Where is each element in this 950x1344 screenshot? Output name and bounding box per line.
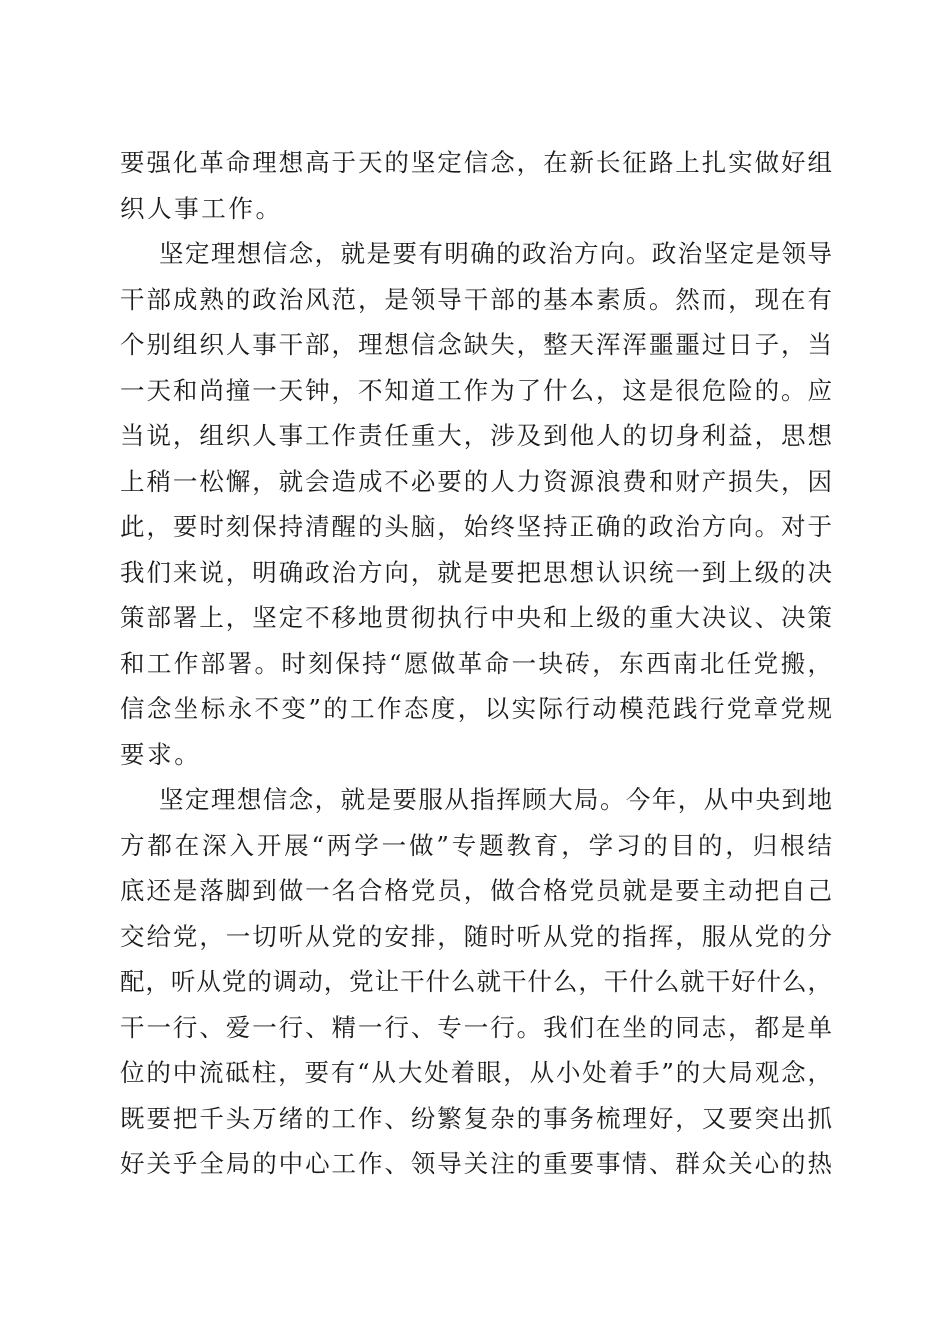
text-line: 好关乎全局的中心工作、领导关注的重要事情、群众关心的热 [120,1149,832,1178]
text-line: 配，听从党的调动，党让干什么就干什么，干什么就干好什么， [120,967,832,996]
text-line: 交给党，一切听从党的安排，随时听从党的指挥，服从党的分 [120,921,832,951]
text-line: 干部成熟的政治风范，是领导干部的基本素质。然而，现在有 [120,284,832,314]
text-line: 一天和尚撞一天钟，不知道工作为了什么，这是很危险的。应 [120,375,832,405]
paragraph-start-line: 坚定理想信念，就是要服从指挥顾大局。今年，从中央到地 [159,785,832,814]
text-line: 既要把千头万绪的工作、纷繁复杂的事务梳理好，又要突出抓 [120,1103,832,1133]
paragraph-end-line: 织人事工作。 [120,193,283,223]
text-line: 位的中流砥柱，要有“从大处着眼，从小处着手”的大局观念， [120,1058,832,1087]
paragraph-start-line: 坚定理想信念，就是要有明确的政治方向。政治坚定是领导 [159,239,832,268]
text-line: 底还是落脚到做一名合格党员，做合格党员就是要主动把自己 [120,876,832,905]
text-line: 当说，组织人事工作责任重大，涉及到他人的切身利益，思想 [120,421,832,450]
text-line: 个别组织人事干部，理想信念缺失，整天浑浑噩噩过日子，当 [120,330,832,359]
text-line: 和工作部署。时刻保持“愿做革命一块砖，东西南北任党搬， [120,648,832,678]
text-line: 信念坐标永不变”的工作态度，以实际行动模范践行党章党规 [120,694,832,723]
text-line: 策部署上，坚定不移地贯彻执行中央和上级的重大决议、决策 [120,603,832,632]
text-line: 要强化革命理想高于天的坚定信念，在新长征路上扎实做好组 [120,148,832,177]
text-line: 我们来说，明确政治方向，就是要把思想认识统一到上级的决 [120,557,832,587]
text-line: 此，要时刻保持清醒的头脑，始终坚持正确的政治方向。对于 [120,512,832,541]
text-line: 干一行、爱一行、精一行、专一行。我们在坐的同志，都是单 [120,1012,832,1042]
body-text [120,140,832,1187]
text-line: 方都在深入开展“两学一做”专题教育，学习的目的，归根结 [120,830,832,860]
text-line: 上稍一松懈，就会造成不必要的人力资源浪费和财产损失，因 [120,466,832,496]
paragraph-end-line: 要求。 [120,739,202,769]
